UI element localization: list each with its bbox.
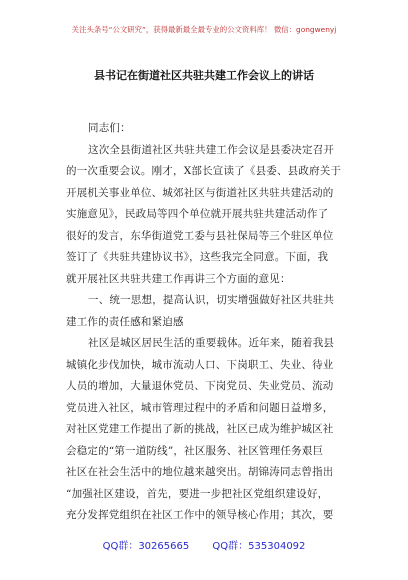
body-line: 实施意见》，民政局等四个单位就开展共驻共建活动作了	[66, 208, 329, 220]
watermark-footer	[0, 537, 408, 552]
body-line: 开展机关事业单位、城郊社区与街道社区共驻共建活动的	[66, 186, 334, 199]
body-line: 社区在社会生活中的地位越来越突出。胡锦涛同志曾指出	[66, 466, 334, 478]
document-body	[66, 118, 354, 527]
body-line: 的一次重要会议。刚才，X部长宣读了《县委、县政府关于	[66, 165, 342, 177]
body-line: 就开展社区共驻共建工作再讲三个方面的意见：	[66, 272, 291, 285]
body-line: 对社区党建工作提出了新的挑战，社区已成为维护城区社	[66, 423, 334, 435]
footer-qq-group-1: QQ群：30265665	[102, 541, 190, 552]
body-line: 社区是城区居民生活的重要载体。近年来，随着我县	[88, 337, 335, 349]
section-heading: 一、统一思想，提高认识，切实增强做好社区共驻共	[88, 294, 335, 306]
body-line: 会稳定的“第一道防线”，社区服务、社区管理任务艰巨	[66, 444, 324, 457]
body-line: 人员的增加，大量退休党员、下岗党员、失业党员、流动	[66, 380, 334, 392]
footer-qq-group-2: QQ群：535304092	[212, 541, 306, 552]
watermark-header: 关注头条号“公文研究”，获得最新最全最专业的公文资料库！ 微信：gongwenyj	[71, 25, 337, 34]
body-line: 党员进入社区，城市管理过程中的矛盾和问题日益增多，	[66, 401, 334, 414]
body-line: 充分发挥党组织在社区工作中的领导核心作用；其次，要	[66, 509, 334, 521]
body-line: 很好的发言，东华街道党工委与县社保局等三个驻区单位	[66, 229, 334, 242]
body-line: 城镇化步伐加快，城市流动人口、下岗职工、失业、待业	[66, 358, 334, 371]
body-line: “加强社区建设，首先，要进一步把社区党组织建设好，	[66, 487, 329, 500]
document-title: 县书记在街道社区共驻共建工作会议上的讲话	[94, 69, 314, 82]
salutation: 同志们：	[88, 122, 131, 134]
section-heading: 建工作的责任感和紧迫感	[66, 315, 184, 328]
body-line: 签订了《共驻共建协议书》，这些我完全同意。下面，我	[66, 251, 329, 263]
body-line: 这次全县街道社区共驻共建工作会议是县委决定召开	[88, 143, 335, 156]
